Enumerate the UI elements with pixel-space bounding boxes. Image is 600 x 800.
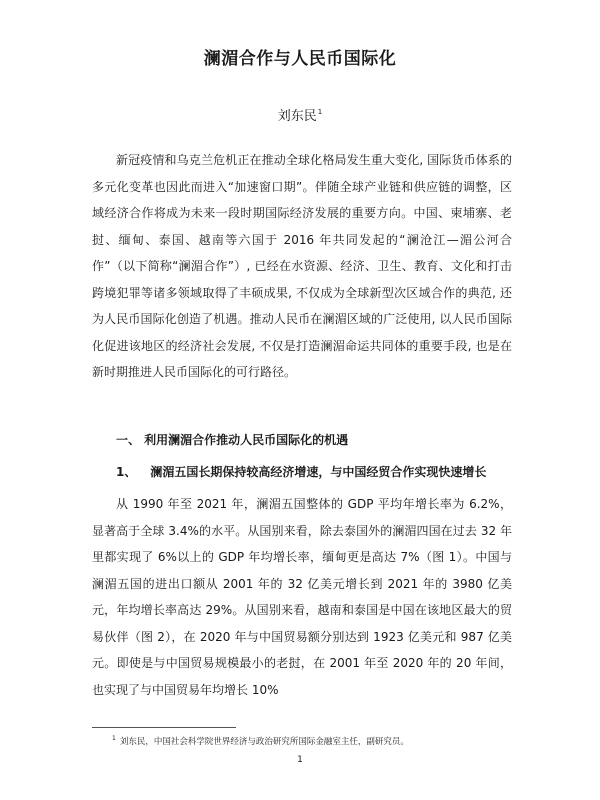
author-name: 刘东民: [277, 109, 317, 124]
document-title: 澜湄合作与人民币国际化: [203, 49, 397, 69]
footnote-text: 刘东民，中国社会科学院世界经济与政治研究所国际金融室主任，副研究员。: [119, 737, 409, 747]
subsection-heading-1: [116, 462, 486, 482]
growth-paragraph: 从 1990 年至 2021 年，澜湄五国整体的 GDP 平均年增长率为 6.2%，显著高于全球 3.4%的水平。从国别来看，除去泰国外的澜湄四国在过去 32 年里都实现了 6%以上的 GDP 年均增长率，缅甸更是高达 7%（图 1）。中国与澜湄五国的进出口额从 2001 年的 32 亿美元增长到 2021 年的 3980 亿美元，年均增长率高达 29%。从国别来看，越南和泰国是中国在该地区最大的贸易伙伴（图 2），在 2020 年与中国贸易额分别达到 1923 亿美元和 987 亿美元。即使是与中国贸易规模最小的老挝，在 2001 年至 2020 年的 20 年间，也实现了与中国贸易年均增长 10%: [92, 497, 512, 697]
intro-paragraph: 新冠疫情和乌克兰危机正在推动全球化格局发生重大变化, 国际货币体系的多元化变革也因此而进入“加速窗口期”。伴随全球产业链和供应链的调整，区域经济合作将成为未来一段时期国际经济发展的重要方向。中国、柬埔寨、老挝、缅甸、泰国、越南等六国于 2016 年共同发起的“澜沧江—湄公河合作”（以下简称“澜湄合作”）, 已经在水资源、经济、卫生、教育、文化和打击跨境犯罪等诸多领域取得了丰硕成果, 不仅成为全球新型次区域合作的典范, 还为人民币国际化创造了机遇。推动人民币在澜湄区域的广泛使用, 以人民币国际化促进该地区的经济社会发展, 不仅是打造澜湄命运共同体的重要手段, 也是在新时期推进人民币国际化的可行路径。: [92, 153, 512, 379]
author-footnote-marker[interactable]: 1: [317, 108, 323, 116]
page-number: 1: [297, 755, 303, 765]
footnote: [112, 733, 409, 748]
footnote-divider: [92, 727, 236, 728]
footnote-marker: 1: [112, 735, 116, 742]
subsection-title: 澜湄五国长期保持较高经济增速，与中国经贸合作实现快速增长: [150, 465, 487, 479]
section-heading-1: 一、 利用澜湄合作推动人民币国际化的机遇: [116, 433, 349, 447]
author-line: [0, 103, 600, 126]
subsection-number: 1、: [116, 465, 137, 479]
